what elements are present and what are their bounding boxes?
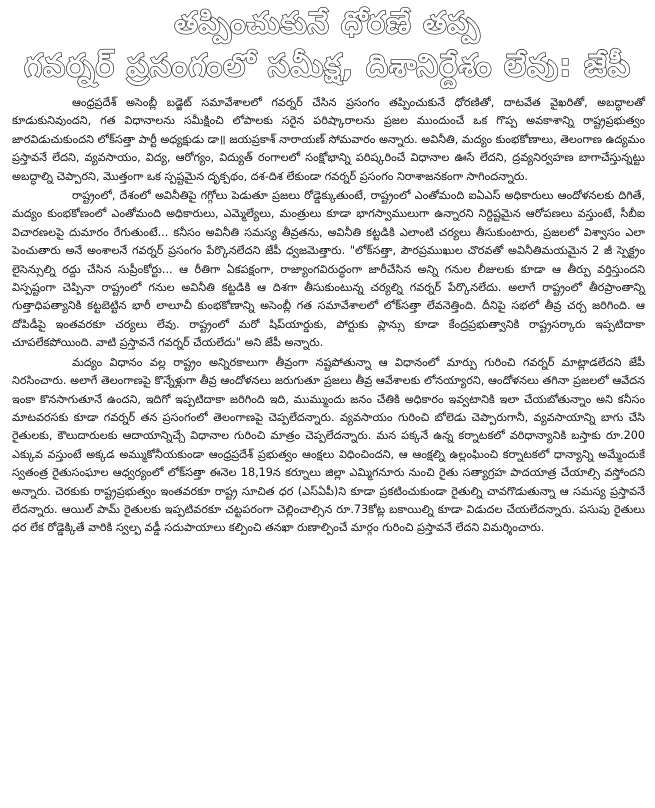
article-paragraph-1: ఆంధ్రప్రదేశ్ అసెంబ్లీ బడ్జెట్ సమావేశాలలో గవర్నర్ చేసిన ప్రసంగం తప్పించుకునే ధోరణితో, దాటవేత వైఖరితో, అబద్ధాలతో కూడుకునివుందని, గత విధానాలను సమీక్షించి లోపాలకు సరైన పరిష్కారాలను ప్రజల ముందుంచే ఒక గొప్ప అవకాశాన్ని రాష్ట్రప్రభుత్వం జారవిడుచుకుందని లోక్‌సత్తా పార్టీ అధ్యక్షుడు డా॥ జయప్రకాశ్ నారాయణ్ సోమవారం అన్నారు. అవినీతి, మద్యం కుంభకోణాలు, తెలంగాణ ఉద్యమం ప్రస్తావనే లేదని, వ్యవసాయం, విద్య, ఆరోగ్యం, విద్యుత్ రంగాలలో సంక్షోభాన్ని పరిష్కరించే విధానాల ఊసే లేదని, ద్రవ్యనిర్వహణ బాగాచేస్తున్నట్టు అబద్ధాల్ని చెప్పారని, మొత్తంగా ఒక స్పష్టమైన దృక్పథం, దశ-దిశ లేకుండా గవర్నర్ ప్రసంగం నిరాశాజనకంగా సాగిందన్నారు. — [12, 96, 645, 183]
headline-line-2: గవర్నర్ ప్రసంగంలో సమీక్ష, దిశానిర్దేశం లేవు: జేపీ — [24, 48, 631, 84]
headline-line-1: తప్పించుకునే ధోరణే తప్ప — [174, 6, 481, 41]
article-paragraph-3: మద్యం విధానం వల్ల రాష్ట్రం అన్నిరకాలుగా తీవ్రంగా నష్టపోతున్నా ఆ విధానంలో మార్పు గురించి గవర్నర్ మాట్లాడలేదని జేపీ నిరసించారు. అలాగే తెలంగాణపై కొన్నేళ్లుగా తీవ్ర ఆందోళనలు జరుగుతూ ప్రజలు తీవ్ర ఆవేశాలకు లోనయ్యారని, ఆందోళనలు తగినా ప్రజలలో ఆవేదన ఇంకా కొనసాగుతూనే ఉందని, ఇదిగో ఇప్పటిదాకా జరిగింది ఇది, ముమ్ముందు జనం చేతికి అధికారం ఇవ్వటానికి ఇలా చేయబోతున్నాం అని కనీసం మాటవరసకు కూడా గవర్నర్ తన ప్రసంగంలో తెలంగాణపై చెప్పలేదన్నారు. వ్యవసాయం గురించి బోలెడు చెప్పారుగానీ, వ్యవసాయాన్ని బాగు చేసి రైతులకు, కౌలుదారులకు ఆదాయాన్నిచ్చే విధానాల గురించి మాత్రం చెప్పలేదన్నారు. మన పక్కనే ఉన్న కర్నాటకలో వరిధాన్యానికి బస్తాకు రూ.200 ఎక్కువ వస్తుంటే అక్కడ అమ్ముకోనీయకుండా ఆంధ్రప్రదేశ్ ప్రభుత్వం ఆంక్షలు విధించిందని, ఆ ఆంక్షల్ని ఉల్లంఘించి కర్నాటకలో ధాన్యాన్ని అమ్మేందుకే స్వతంత్ర రైతుసంఘాల ఆధ్వర్యంలో లోక్‌సత్తా ఈనెల 18,19న కర్నూలు జిల్లా ఎమ్మిగనూరు నుంచి రైతు సత్యాగ్రహ పాదయాత్ర చేయాల్సి వస్తోందని అన్నారు. చెరకుకు రాష్ట్రప్రభుత్వం ఇంతవరకూ రాష్ట్ర సూచిత ధర (ఎస్ఏపీ)ని కూడా ప్రకటించుకుండా రైతుల్ని చావగొడుతున్నా ఆ సమస్య ప్రస్తావనే లేదన్నారు. ఆయిల్ పామ్ రైతులకు ఇప్పటివరకూ చట్టపరంగా చెల్లించాల్సిన రూ.73కోట్ల బకాయిల్ని కూడా విడుదల చేయలేదన్నారు. పసుపు రైతులు ధర లేక రోడ్డెక్కితే వారికి స్వల్ప వడ్డీ సదుపాయాలు కల్పించి తనఖా రుణాల్పించే మార్గం గురించి ప్రస్తావనే లేదని విమర్శించారు. — [12, 355, 645, 535]
article-body — [6, 88, 649, 538]
article-paragraph-2: రాష్ట్రంలో, దేశంలో అవినీతిపై గగ్గోలు పెడుతూ ప్రజలు రోడ్డెక్కుతుంటే, రాష్ట్రంలో ఎంతోమంది ఐఏఎస్ అధికారులు ఆందోళనలకు దిగితే, మద్యం కుంభకోణంలో ఎంతోమంది అధికారులు, ఎమ్మెల్యేలు, మంత్రులు కూడా భాగస్వాములుగా ఉన్నారని నిర్దిష్టమైన ఆరోపణలు వస్తుంటే, సీబీఐ విచారణలపై దుమారం రేగుతుంటే... కనీసం అవినీతి సమస్య తీవ్రతను, అవినీతి కట్టడికి ఎలాంటి చర్యలు తీసుకుంటారు, ప్రజలలో విశ్వాసం ఎలా పెంచుతారు అనే అంశాలనే గవర్నర్ ప్రసంగం పేర్కొనలేదని జేపీ ధ్వజమెత్తారు. "లోక్‌సత్తా, పౌరప్రముఖుల చొరవతో అవినీతిమయమైన 2 జీ స్పెక్ట్రం లైసెన్సుల్ని రద్దు చేసిన సుప్రీంకోర్టు... ఆ రీతిగా ఏకపక్షంగా, రాజ్యాంగవిరుద్ధంగా జారీచేసిన అన్ని గనుల లీజులకు కూడా ఆ తీర్పు వర్తిస్తుందని విస్పష్టంగా చెప్పినా రాష్ట్రంలో గనుల అవినీతి కట్టడికి ఆ దిశగా తీసుకుంటున్న చర్యల్ని గవర్నర్ పేర్కొనలేదు. అలాగే రాష్ట్రంలో తీరప్రాంతాన్ని గుత్తాధిపత్యానికి కట్టబెట్టిన భారీ లాలూచీ కుంభకోణాన్ని అసెంబ్లీ గత సమావేశాలలో లోక్‌సత్తా లేవనెత్తింది. దీనిపై సభలో తీవ్ర చర్చ జరిగింది. ఆ దోపిడీపై ఇంతవరకూ చర్యలు లేవు. రాష్ట్రంలో మరో షిప్‌యార్డుకు, పోర్టుకు ప్లాన్సు కూడా కేంద్రప్రభుత్వానికి రాష్ట్రసర్కారు ఇప్పటిదాకా చూపలేకపోయింది. వాటి ప్రస్తావనే గవర్నర్ చేయలేదు" అని జేపీ అన్నారు. — [12, 189, 645, 350]
